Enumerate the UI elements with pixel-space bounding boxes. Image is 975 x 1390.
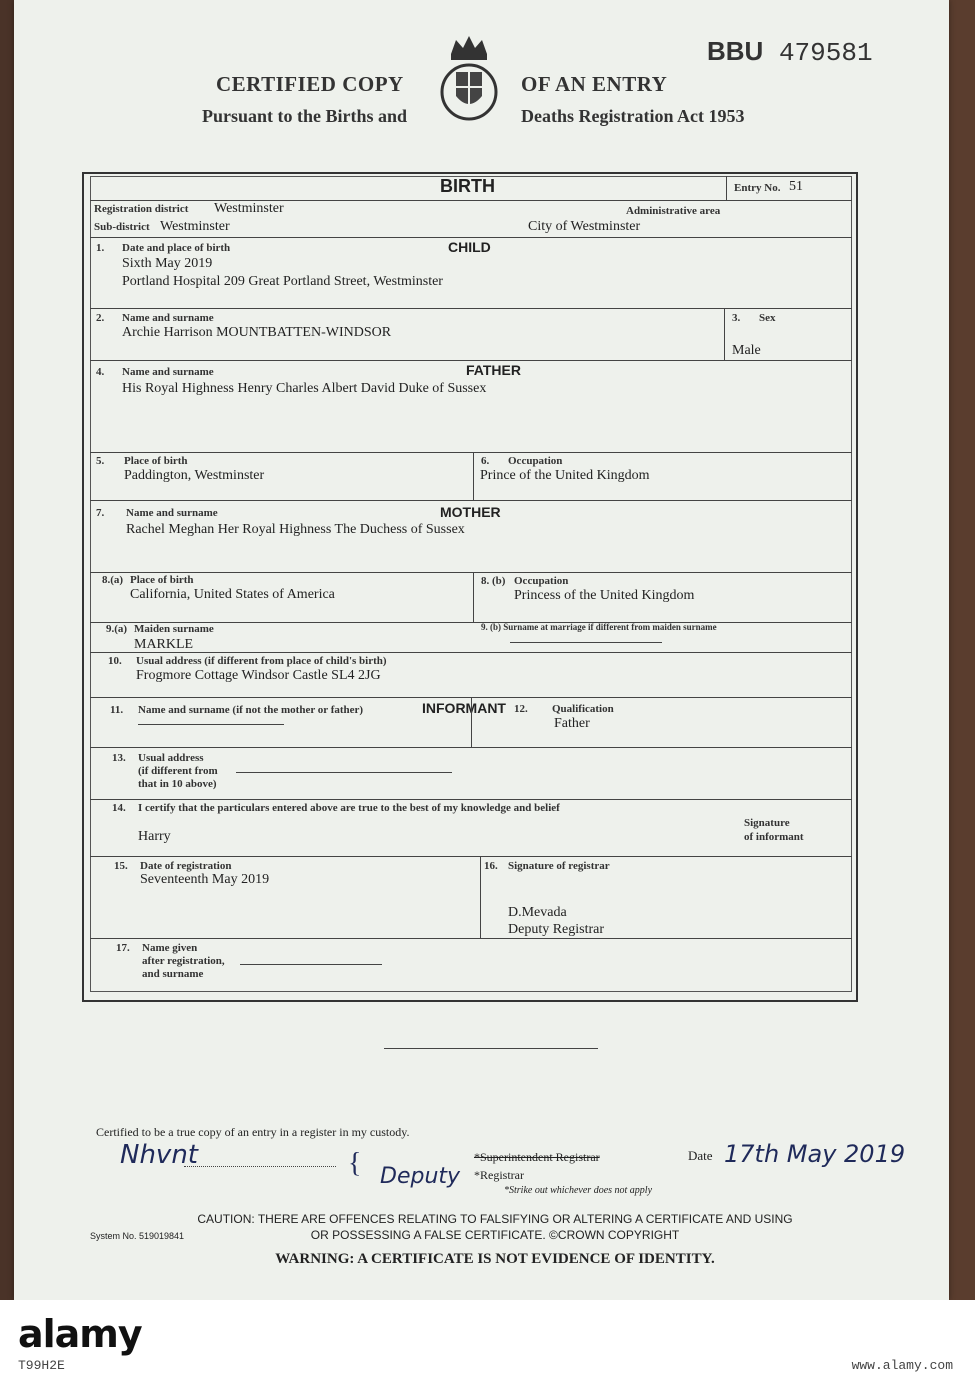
field-6-label: Occupation [508, 455, 563, 467]
informant-signature-value: Harry [138, 829, 171, 844]
entry-label: Entry No. [734, 182, 781, 194]
entry-number: 51 [789, 179, 803, 194]
field-13-label-3: that in 10 above) [138, 778, 217, 790]
admin-area-label: Administrative area [626, 205, 721, 217]
date-label: Date [688, 1148, 713, 1163]
registrar-name-value: D.Mevada [508, 905, 567, 920]
field-10-label: Usual address (if different from place of child's birth) [136, 655, 387, 667]
superintendent-registrar: *Superintendent Registrar [474, 1150, 600, 1164]
header-left-subtitle: Pursuant to the Births and [202, 106, 408, 126]
subdistrict-value: Westminster [160, 219, 230, 234]
field-14-label: I certify that the particulars entered above are true to the best of my knowledge and belief [138, 802, 560, 814]
field-10-number: 10. [108, 655, 122, 667]
serial-number: BBU 479581 [707, 36, 873, 68]
father-birthplace-value: Paddington, Westminster [124, 468, 265, 483]
field-5-number: 5. [96, 455, 105, 467]
field-4-label: Name and surname [122, 366, 214, 378]
form-title: BIRTH [440, 176, 495, 196]
date-handwritten: 17th May 2019 [724, 1140, 906, 1168]
field-12-label: Qualification [552, 703, 614, 715]
system-number: System No. 519019841 [90, 1231, 185, 1241]
certified-text: Certified to be a true copy of an entry in a register in my custody. [96, 1125, 410, 1139]
strike-note: *Strike out whichever does not apply [504, 1185, 653, 1196]
identity-warning: WARNING: A CERTIFICATE IS NOT EVIDENCE OF IDENTITY. [275, 1251, 715, 1267]
watermark-strip [0, 1300, 975, 1390]
field-14-number: 14. [112, 802, 126, 814]
field-15-label: Date of registration [140, 860, 232, 872]
image-id: T99H2E [18, 1358, 65, 1373]
field-2-number: 2. [96, 312, 105, 324]
mother-birthplace-value: California, United States of America [130, 587, 335, 602]
field-4-number: 4. [96, 366, 105, 378]
caution-line-1: CAUTION: THERE ARE OFFENCES RELATING TO FALSIFYING OR ALTERING A CERTIFICATE AND USING [197, 1212, 793, 1226]
mother-heading: MOTHER [440, 504, 501, 520]
field-5-label: Place of birth [124, 455, 188, 467]
child-heading: CHILD [448, 239, 491, 255]
registrar-option: *Registrar [474, 1168, 524, 1182]
father-occupation-value: Prince of the United Kingdom [480, 468, 650, 483]
field-8b-label: Occupation [514, 575, 569, 587]
mother-occupation-value: Princess of the United Kingdom [514, 588, 695, 603]
registrar-signature: Nhvnt [120, 1140, 198, 1170]
field-13-number: 13. [112, 752, 126, 764]
field-17-label-3: and surname [142, 968, 204, 980]
qualification-value: Father [554, 716, 590, 731]
birth-date-value: Sixth May 2019 [122, 256, 213, 271]
registration-district-label: Registration district [94, 203, 189, 215]
field-6-number: 6. [481, 455, 490, 467]
royal-crest-icon [436, 32, 502, 132]
field-8a-number: 8.(a) [102, 574, 124, 586]
admin-area-value: City of Westminster [528, 219, 641, 234]
registration-date-value: Seventeenth May 2019 [140, 872, 270, 887]
field-9a-number: 9.(a) [106, 623, 128, 635]
field-17-number: 17. [116, 942, 130, 954]
field-1-number: 1. [96, 242, 105, 254]
alamy-url: www.alamy.com [851, 1358, 953, 1373]
usual-address-value: Frogmore Cottage Windsor Castle SL4 2JG [136, 668, 381, 683]
field-11-label: Name and surname (if not the mother or father) [138, 704, 364, 716]
field-16-label: Signature of registrar [508, 860, 610, 872]
informant-heading: INFORMANT [422, 700, 506, 716]
father-heading: FATHER [466, 362, 521, 378]
field-16-number: 16. [484, 860, 498, 872]
field-12-number: 12. [514, 703, 528, 715]
field-8a-label: Place of birth [130, 574, 194, 586]
field-17-label-2: after registration, [142, 955, 225, 967]
subdistrict-label: Sub-district [94, 221, 150, 233]
alamy-logo: alamy [18, 1312, 142, 1356]
registrar-title-value: Deputy Registrar [508, 922, 605, 937]
child-name-value: Archie Harrison MOUNTBATTEN-WINDSOR [122, 325, 392, 340]
field-11-number: 11. [110, 704, 124, 716]
father-name-value: His Royal Highness Henry Charles Albert David Duke of Sussex [122, 381, 487, 396]
mother-name-value: Rachel Meghan Her Royal Highness The Duchess of Sussex [126, 522, 465, 537]
field-13-label-2: (if different from [138, 765, 218, 777]
birth-place-value: Portland Hospital 209 Great Portland Street, Westminster [122, 274, 443, 289]
field-13-label-1: Usual address [138, 752, 204, 764]
field-3-number: 3. [732, 312, 741, 324]
maiden-surname-value: MARKLE [134, 637, 194, 652]
field-9a-label: Maiden surname [134, 623, 214, 635]
field-2-label: Name and surname [122, 312, 214, 324]
field-7-number: 7. [96, 507, 105, 519]
deputy-handwritten: Deputy [380, 1164, 461, 1189]
blank-line [384, 1048, 598, 1049]
certificate-paper [14, 0, 949, 1300]
header-right-title: OF AN ENTRY [521, 72, 668, 96]
field-7-label: Name and surname [126, 507, 218, 519]
field-3-label: Sex [759, 312, 776, 324]
brace: { [348, 1148, 362, 1179]
header-left-title: CERTIFIED COPY [216, 72, 404, 96]
registration-district-value: Westminster [214, 201, 284, 216]
signature-informant-label-2: of informant [744, 831, 804, 843]
field-1-label: Date and place of birth [122, 242, 231, 254]
sex-value: Male [732, 343, 761, 358]
header-right-subtitle: Deaths Registration Act 1953 [521, 106, 745, 126]
field-15-number: 15. [114, 860, 128, 872]
field-8b-number: 8. (b) [481, 575, 506, 587]
field-17-label-1: Name given [142, 942, 198, 954]
field-9b-label: 9. (b) Surname at marriage if different from maiden surname [481, 622, 717, 632]
signature-informant-label-1: Signature [744, 817, 790, 829]
caution-line-2: OR POSSESSING A FALSE CERTIFICATE. ©CROWN COPYRIGHT [310, 1228, 680, 1242]
